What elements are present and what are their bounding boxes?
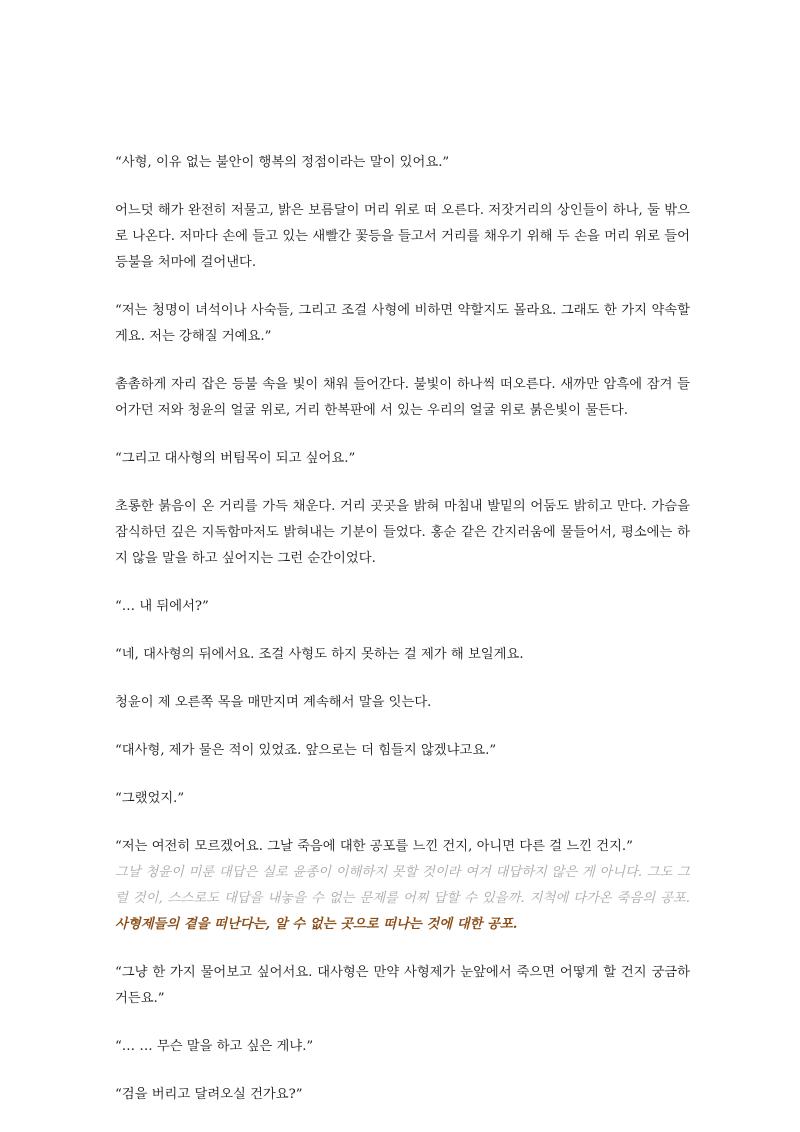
paragraph-6: 초롱한 붉음이 온 거리를 가득 채운다. 거리 곳곳을 밝혀 마침내 발밑의 어둠도 밝히고 만다. 가슴을 잠식하던 깊은 지독함마저도 밝혀내는 기분이 들었다. 홍순 같은 간지러움에 물들어서, 평소에는 하지 않을 말을 하고 싶어지는 그런 순간이었다. [115, 499, 690, 566]
paragraph-3: “저는 청명이 녀석이나 사숙들, 그리고 조걸 사형에 비하면 약할지도 몰라요. 그래도 한 가지 약속할게요. 저는 강해질 거예요.” [115, 303, 690, 344]
document-page [115, 150, 690, 1130]
italic-narration-emphasis: 사형제들의 곁을 떠난다는, 알 수 없는 곳으로 떠나는 것에 대한 공포. [115, 917, 518, 932]
paragraph-7: “… 내 뒤에서?” [115, 599, 209, 614]
paragraph-14: “… … 무슨 말을 하고 싶은 게냐.” [115, 1039, 314, 1054]
paragraph-15: “검을 버리고 달려오실 건가요?” [115, 1087, 303, 1102]
paragraph-12: “저는 여전히 모르겠어요. 그날 죽음에 대한 공포를 느낀 건지, 아니면 다른 걸 느낀 건지.” [115, 839, 633, 854]
paragraph-8: “네, 대사형의 뒤에서요. 조걸 사형도 하지 못하는 걸 제가 해 보일게요. [115, 647, 524, 662]
italic-narration [115, 860, 690, 938]
paragraph-10: “대사형, 제가 물은 적이 있었죠. 앞으로는 더 힘들지 않겠냐고요.” [115, 743, 497, 758]
paragraph-9: 청윤이 제 오른쪽 목을 매만지며 계속해서 말을 잇는다. [115, 695, 432, 710]
italic-narration-text: 그날 청윤이 미룬 대답은 실로 윤종이 이해하지 못할 것이라 여겨 대답하지 않은 게 아니다. 그도 그럴 것이, 스스로도 대답을 내놓을 수 없는 문제를 어찌 답할 수 있을까. 지척에 다가온 죽음의 공포. [115, 865, 690, 906]
paragraph-1: “사형, 이유 없는 불안이 행복의 정점이라는 말이 있어요.” [115, 155, 450, 170]
paragraph-11: “그랬었지.” [115, 791, 185, 806]
paragraph-13: “그냥 한 가지 물어보고 싶어서요. 대사형은 만약 사형제가 눈앞에서 죽으면 어떻게 할 건지 궁금하거든요.” [115, 965, 690, 1006]
paragraph-2: 어느덧 해가 완전히 저물고, 밝은 보름달이 머리 위로 떠 오른다. 저잣거리의 상인들이 하나, 둘 밖으로 나온다. 저마다 손에 들고 있는 새빨간 꽃등을 들고서 거리를 채우기 위해 두 손을 머리 위로 들어 등불을 처마에 걸어낸다. [115, 203, 690, 270]
paragraph-4: 촘촘하게 자리 잡은 등불 속을 빛이 채워 들어간다. 불빛이 하나씩 떠오른다. 새까만 암흑에 잠겨 들어가던 저와 청윤의 얼굴 위로, 거리 한복판에 서 있는 우리의 얼굴 위로 붉은빛이 물든다. [115, 377, 690, 418]
paragraph-5: “그리고 대사형의 버팀목이 되고 싶어요.” [115, 451, 356, 466]
